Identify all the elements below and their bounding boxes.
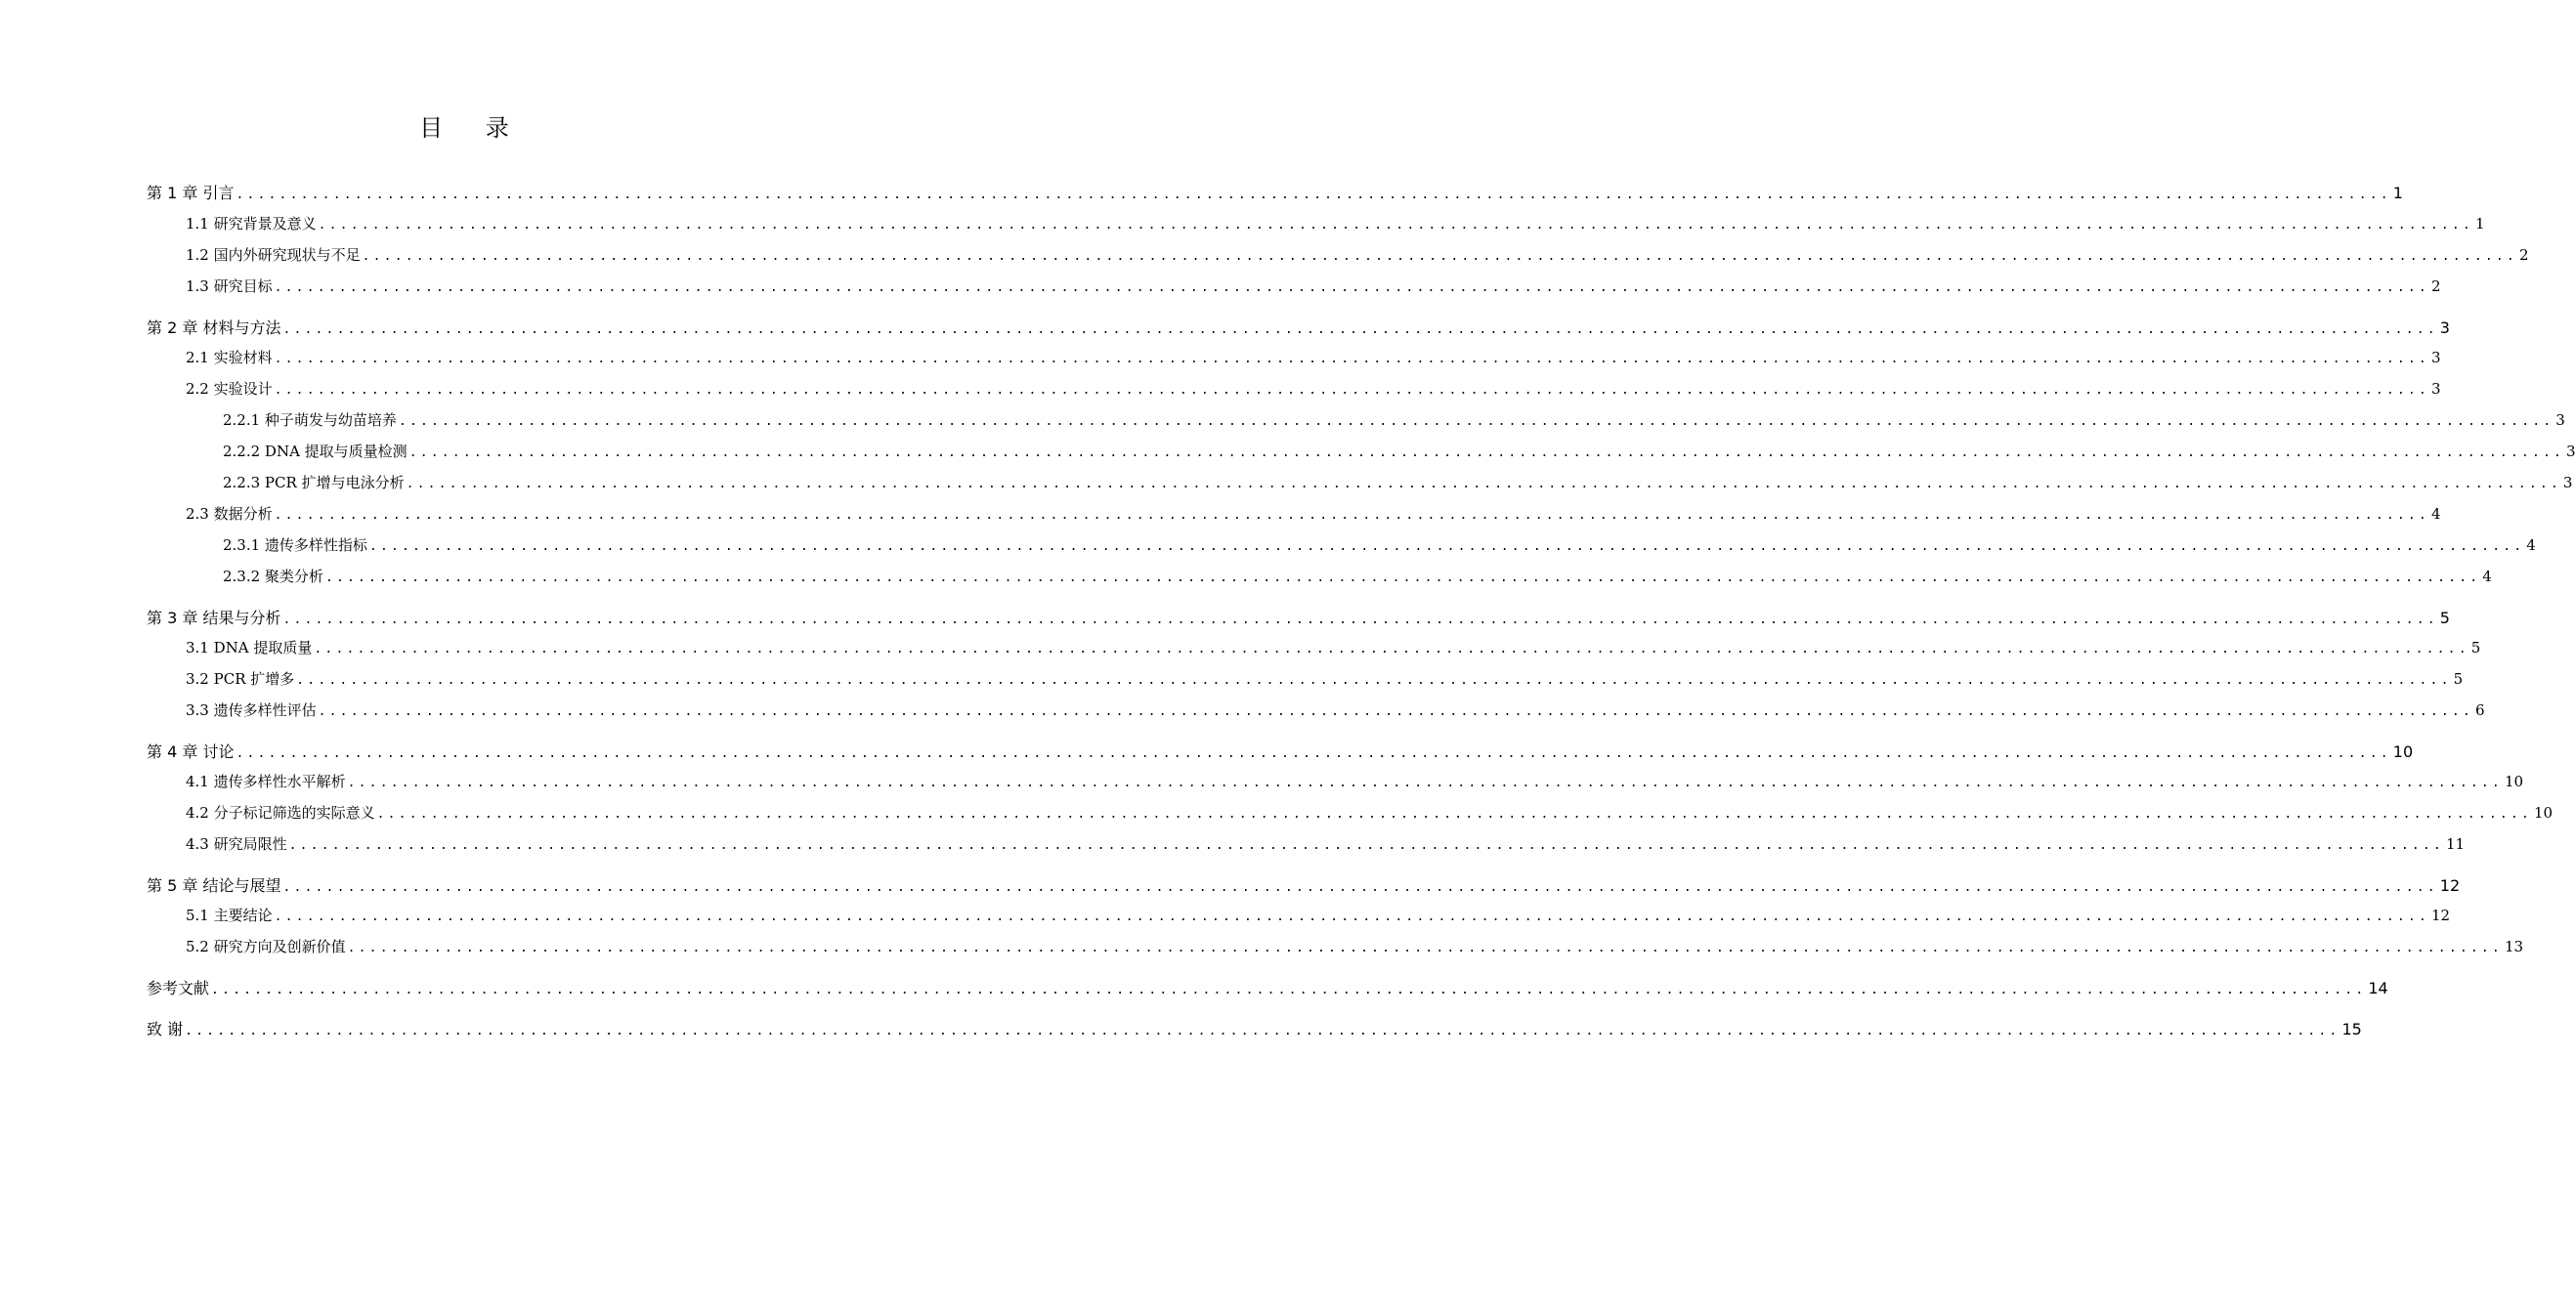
- toc-entry-page: 4: [2526, 536, 2536, 554]
- toc-entry-section-4-3[interactable]: [186, 833, 2466, 857]
- toc-entry-label: 2.2.2 DNA 提取与质量检测: [223, 443, 408, 460]
- toc-entry-label: 2.2.1 种子萌发与幼苗培养: [223, 411, 397, 429]
- toc-entry-page: 12: [2430, 907, 2451, 924]
- toc-entry-page: 2: [2430, 277, 2441, 295]
- toc-entry-page: 5: [2470, 639, 2481, 656]
- toc-entry-page: 10: [2504, 773, 2524, 790]
- toc-entry-section-2-3[interactable]: [186, 503, 2441, 527]
- dot-leader: ........................................................................................................................................................................................................: [274, 352, 2429, 366]
- toc-entry-page: 5: [2453, 670, 2464, 688]
- toc-entry-label: 4.2 分子标记筛选的实际意义: [186, 804, 375, 822]
- toc-entry-section-3-3[interactable]: [186, 699, 2485, 723]
- toc-entry-subsection-2-2-3[interactable]: [223, 472, 2573, 495]
- toc-entry-label: 4.1 遗传多样性水平解析: [186, 773, 346, 790]
- dot-leader: ........................................................................................................................................................................................................: [347, 941, 2503, 955]
- dot-leader: ........................................................................................................................................................................................................: [185, 1024, 2340, 1038]
- toc-entry-page: 6: [2474, 701, 2485, 719]
- toc-entry-label: 4.3 研究局限性: [186, 835, 287, 853]
- dot-leader: ........................................................................................................................................................................................................: [324, 571, 2481, 585]
- toc-entry-page: 2: [2518, 246, 2529, 264]
- toc-entry-section-1-3[interactable]: [186, 275, 2441, 299]
- toc-entry-section-2-1[interactable]: [186, 347, 2441, 370]
- dot-leader: ........................................................................................................................................................................................................: [368, 539, 2525, 554]
- page-title: 目 录: [419, 114, 527, 142]
- dot-leader: ........................................................................................................................................................................................................: [318, 218, 2473, 233]
- toc-entry-label: 3.2 PCR 扩增多: [186, 670, 295, 688]
- toc-entry-label: 3.3 遗传多样性评估: [186, 701, 317, 719]
- toc-entry-page: 1: [2392, 184, 2403, 202]
- dot-leader: ........................................................................................................................................................................................................: [408, 445, 2565, 460]
- toc-entry-page: 13: [2504, 938, 2524, 955]
- toc-entry-label: 2.1 实验材料: [186, 349, 273, 366]
- toc-entry-label: 2.3 数据分析: [186, 505, 273, 523]
- toc-entry-page: 12: [2439, 876, 2461, 895]
- toc-entry-label: 2.3.1 遗传多样性指标: [223, 536, 367, 554]
- toc-entry-page: 14: [2368, 979, 2388, 997]
- toc-entry-section-4-2[interactable]: [186, 802, 2554, 826]
- toc-entry-section-4-1[interactable]: [186, 771, 2524, 794]
- toc-entry-page: 3: [2566, 443, 2576, 460]
- dot-leader: ........................................................................................................................................................................................................: [282, 613, 2438, 627]
- dot-leader: ........................................................................................................................................................................................................: [274, 508, 2429, 523]
- toc-entry-chapter-5[interactable]: [147, 873, 2461, 897]
- toc-entry-label: 第 3 章 结果与分析: [147, 609, 281, 627]
- dot-leader: ........................................................................................................................................................................................................: [362, 249, 2517, 264]
- dot-leader: ........................................................................................................................................................................................................: [282, 880, 2438, 895]
- dot-leader: ........................................................................................................................................................................................................: [296, 673, 2452, 688]
- toc-entry-page: 10: [2533, 804, 2554, 822]
- toc-entry-label: 1.3 研究目标: [186, 277, 273, 295]
- dot-leader: ........................................................................................................................................................................................................: [236, 188, 2391, 202]
- toc-entry-label: 2.3.2 聚类分析: [223, 568, 323, 585]
- toc-entry-label: 3.1 DNA 提取质量: [186, 639, 313, 656]
- toc-entry-label: 2.2.3 PCR 扩增与电泳分析: [223, 474, 405, 491]
- toc-entry-chapter-2[interactable]: [147, 316, 2450, 339]
- toc-entry-page: 3: [2555, 411, 2565, 429]
- toc-entry-label: 参考文献: [147, 979, 210, 997]
- toc-entry-section-1-2[interactable]: [186, 244, 2529, 268]
- toc-entry-chapter-1[interactable]: [147, 181, 2403, 204]
- toc-entry-label: 第 2 章 材料与方法: [147, 318, 281, 337]
- toc-entry-label: 第 1 章 引言: [147, 184, 235, 202]
- toc-entry-page: 3: [2430, 349, 2441, 366]
- dot-leader: ........................................................................................................................................................................................................: [398, 414, 2555, 429]
- toc-entry-page: 4: [2482, 568, 2492, 585]
- dot-leader: ........................................................................................................................................................................................................: [406, 477, 2561, 491]
- toc-entry-subsection-2-2-2[interactable]: [223, 441, 2576, 464]
- toc-entry-page: 3: [2562, 474, 2573, 491]
- dot-leader: ........................................................................................................................................................................................................: [274, 383, 2429, 398]
- toc-entry-label: 1.1 研究背景及意义: [186, 215, 317, 233]
- toc-entry-references[interactable]: [147, 976, 2388, 999]
- dot-leader: ........................................................................................................................................................................................................: [314, 642, 2469, 656]
- toc-entry-label: 1.2 国内外研究现状与不足: [186, 246, 361, 264]
- toc-entry-label: 2.2 实验设计: [186, 380, 273, 398]
- toc-entry-page: 3: [2430, 380, 2441, 398]
- dot-leader: ........................................................................................................................................................................................................: [282, 322, 2438, 337]
- toc-entry-page: 10: [2392, 742, 2414, 761]
- toc-entry-label: 5.1 主要结论: [186, 907, 273, 924]
- toc-entry-chapter-4[interactable]: [147, 740, 2414, 763]
- toc-entry-page: 5: [2439, 609, 2450, 627]
- dot-leader: ........................................................................................................................................................................................................: [274, 280, 2429, 295]
- dot-leader: ........................................................................................................................................................................................................: [318, 704, 2473, 719]
- dot-leader: ........................................................................................................................................................................................................: [211, 983, 2367, 997]
- toc-entry-section-1-1[interactable]: [186, 213, 2485, 236]
- dot-leader: ........................................................................................................................................................................................................: [347, 776, 2503, 790]
- toc-entry-acknowledgements[interactable]: [147, 1017, 2362, 1040]
- toc-entry-section-5-1[interactable]: [186, 905, 2451, 928]
- toc-entry-page: 4: [2430, 505, 2441, 523]
- toc-entry-subsection-2-2-1[interactable]: [223, 409, 2565, 433]
- toc-entry-section-3-2[interactable]: [186, 668, 2464, 692]
- toc-entry-label: 5.2 研究方向及创新价值: [186, 938, 346, 955]
- toc-entry-page: 11: [2445, 835, 2466, 853]
- toc-entry-section-2-2[interactable]: [186, 378, 2441, 402]
- toc-entry-section-5-2[interactable]: [186, 936, 2524, 959]
- toc-entry-subsection-2-3-1[interactable]: [223, 534, 2536, 558]
- toc-entry-label: 第 5 章 结论与展望: [147, 876, 281, 895]
- toc-entry-label: 第 4 章 讨论: [147, 742, 235, 761]
- dot-leader: ........................................................................................................................................................................................................: [376, 807, 2532, 822]
- dot-leader: ........................................................................................................................................................................................................: [236, 746, 2391, 761]
- dot-leader: ........................................................................................................................................................................................................: [274, 910, 2429, 924]
- dot-leader: ........................................................................................................................................................................................................: [288, 838, 2444, 853]
- toc-entry-page: 15: [2341, 1020, 2362, 1038]
- toc-entry-subsection-2-3-2[interactable]: [223, 566, 2492, 589]
- toc-entry-page: 3: [2439, 318, 2450, 337]
- toc-entry-page: 1: [2474, 215, 2485, 233]
- toc-entry-label: 致 谢: [147, 1020, 184, 1038]
- toc-entry-chapter-3[interactable]: [147, 606, 2450, 629]
- toc-entry-section-3-1[interactable]: [186, 637, 2481, 660]
